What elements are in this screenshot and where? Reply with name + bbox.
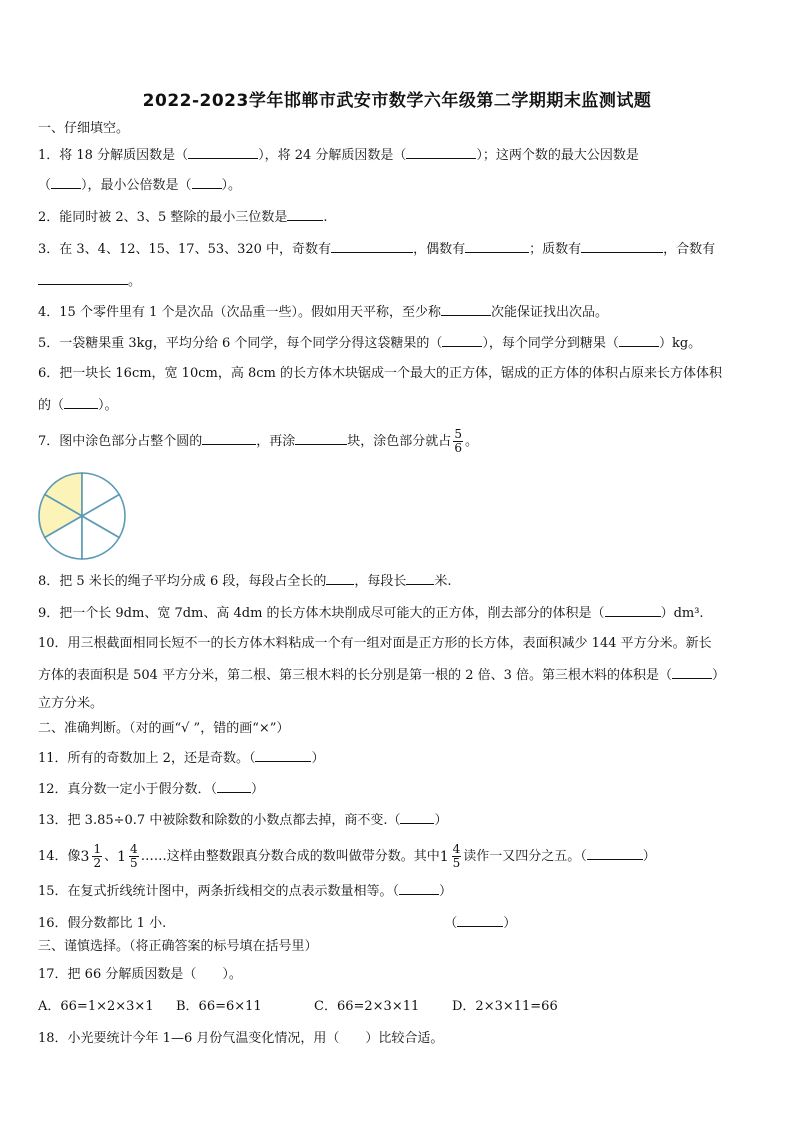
option-d[interactable]: D．2×3×11=66 (452, 999, 558, 1014)
section-3-heading: 三、谨慎选择。（将正确答案的标号填在括号里） (38, 939, 318, 954)
answer-blank[interactable] (217, 778, 251, 793)
question-15: 15．在复式折线统计图中，两条折线相交的点表示数量相等。（ ） (38, 880, 760, 902)
circle-sector-figure (36, 470, 128, 562)
answer-blank[interactable] (399, 880, 439, 895)
question-7: 7．图中涂色部分占整个圆的 ，再涂 块，涂色部分就占 $\frac{5}{6}$ 。 (38, 427, 478, 455)
answer-blank[interactable] (441, 301, 491, 316)
mixed-number-three-and-half: 3 $\frac{1}{2}$ (80, 842, 102, 870)
question-9: 9．把一个长 9dm、宽 7dm、高 4dm 的长方体木块削成尽可能大的正方体，削去部分的体积是（ ）dm³. (38, 602, 760, 624)
question-12: 12．真分数一定小于假分数．（ ） (38, 778, 760, 800)
question-2: 2．能同时被 2、3、5 整除的最小三位数是 . (38, 206, 760, 228)
option-c[interactable]: C．66=2×3×11 (314, 999, 420, 1014)
answer-blank[interactable] (581, 238, 663, 253)
answer-blank[interactable] (465, 238, 529, 253)
question-14: 14．像 3 $\frac{1}{2}$ 、 1 $\frac{4}{5}$ ……这样由整数跟真分数合成的数叫做带分数。其中 1 $\frac{4}{5}$ 读作一又四分之五。（ ） (38, 842, 656, 870)
section-2-heading: 二、准确判断。（对的画“√ ”，错的画“×”） (38, 721, 290, 736)
question-17: 17．把 66 分解质因数是（ ）。 (38, 967, 242, 982)
question-4: 4．15 个零件里有 1 个是次品（次品重一些）。假如用天平称，至少称 次能保证找出次品。 (38, 301, 760, 323)
option-a[interactable]: A．66=1×2×3×1 (38, 999, 154, 1014)
question-18: 18．小光要统计今年 1—6 月份气温变化情况，用（ ）比较合适。 (38, 1031, 444, 1046)
mixed-number-one-and-four-fifths: 1 $\frac{4}{5}$ (439, 842, 461, 870)
answer-blank[interactable] (255, 747, 311, 762)
mixed-number-one-and-four-fifths: 1 $\frac{4}{5}$ (117, 842, 138, 870)
answer-blank[interactable] (587, 845, 643, 860)
question-10-line-3: 立方分米。 (38, 696, 104, 711)
answer-blank[interactable] (672, 664, 712, 679)
answer-blank[interactable] (400, 809, 434, 824)
question-3-line-1: 3．在 3、4、12、15、17、53、320 中，奇数有 ，偶数有 ；质数有 ，合数有 (38, 238, 760, 260)
answer-blank[interactable] (619, 332, 659, 347)
option-b[interactable]: B．66=6×11 (176, 999, 262, 1014)
answer-blank[interactable] (406, 570, 434, 585)
answer-blank[interactable] (64, 394, 98, 409)
question-1-line-1: 1．将 18 分解质因数是（ ），将 24 分解质因数是（ ）；这两个数的最大公因数是 (38, 144, 760, 166)
answer-blank[interactable] (442, 332, 482, 347)
section-1-heading: 一、仔细填空。 (38, 121, 130, 136)
answer-blank[interactable] (605, 602, 661, 617)
question-10-line-2: 方体的表面积是 504 平方分米，第二根、第三根木料的长分别是第一根的 2 倍、3 倍。第三根木料的体积是（ ） (38, 664, 760, 686)
question-6-line-1: 6．把一块长 16cm，宽 10cm，高 8cm 的长方体木块锯成一个最大的正方体，锯成的正方体的体积占原来长方体体积 (38, 366, 722, 381)
question-3-line-2: 。 (38, 270, 760, 292)
answer-blank[interactable] (38, 270, 128, 285)
answer-blank[interactable] (188, 144, 258, 159)
question-16: 16．假分数都比 1 小. （ ） (38, 912, 760, 934)
answer-blank[interactable] (326, 570, 354, 585)
question-1-line-2: （ ），最小公倍数是（ ）。 (38, 174, 760, 196)
answer-blank[interactable] (457, 912, 503, 927)
fraction-five-sixths: $\frac{5}{6}$ (454, 427, 462, 455)
answer-blank[interactable] (295, 430, 347, 445)
question-17-options (38, 997, 760, 1017)
question-6-line-2: 的（ ）。 (38, 394, 760, 416)
question-13: 13．把 3.85÷0.7 中被除数和除数的小数点都去掉，商不变.（ ） (38, 809, 760, 831)
answer-blank[interactable] (331, 238, 413, 253)
answer-blank[interactable] (202, 430, 256, 445)
question-5: 5．一袋糖果重 3kg，平均分给 6 个同学，每个同学分得这袋糖果的（ ），每个同学分到糖果（ ）kg。 (38, 332, 760, 354)
question-8: 8．把 5 米长的绳子平均分成 6 段，每段占全长的 ，每段长 米. (38, 570, 760, 592)
question-10-line-1: 10．用三根截面相同长短不一的长方体木料粘成一个有一组对面是正方形的长方体，表面积减少 144 平方分米。新长 (38, 636, 712, 651)
page-title: 2022-2023学年邯郸市武安市数学六年级第二学期期末监测试题 (142, 91, 652, 111)
answer-blank[interactable] (287, 206, 323, 221)
question-11: 11．所有的奇数加上 2，还是奇数。（ ） (38, 747, 760, 769)
answer-blank[interactable] (406, 144, 476, 159)
answer-blank[interactable] (51, 174, 81, 189)
answer-blank[interactable] (192, 174, 222, 189)
